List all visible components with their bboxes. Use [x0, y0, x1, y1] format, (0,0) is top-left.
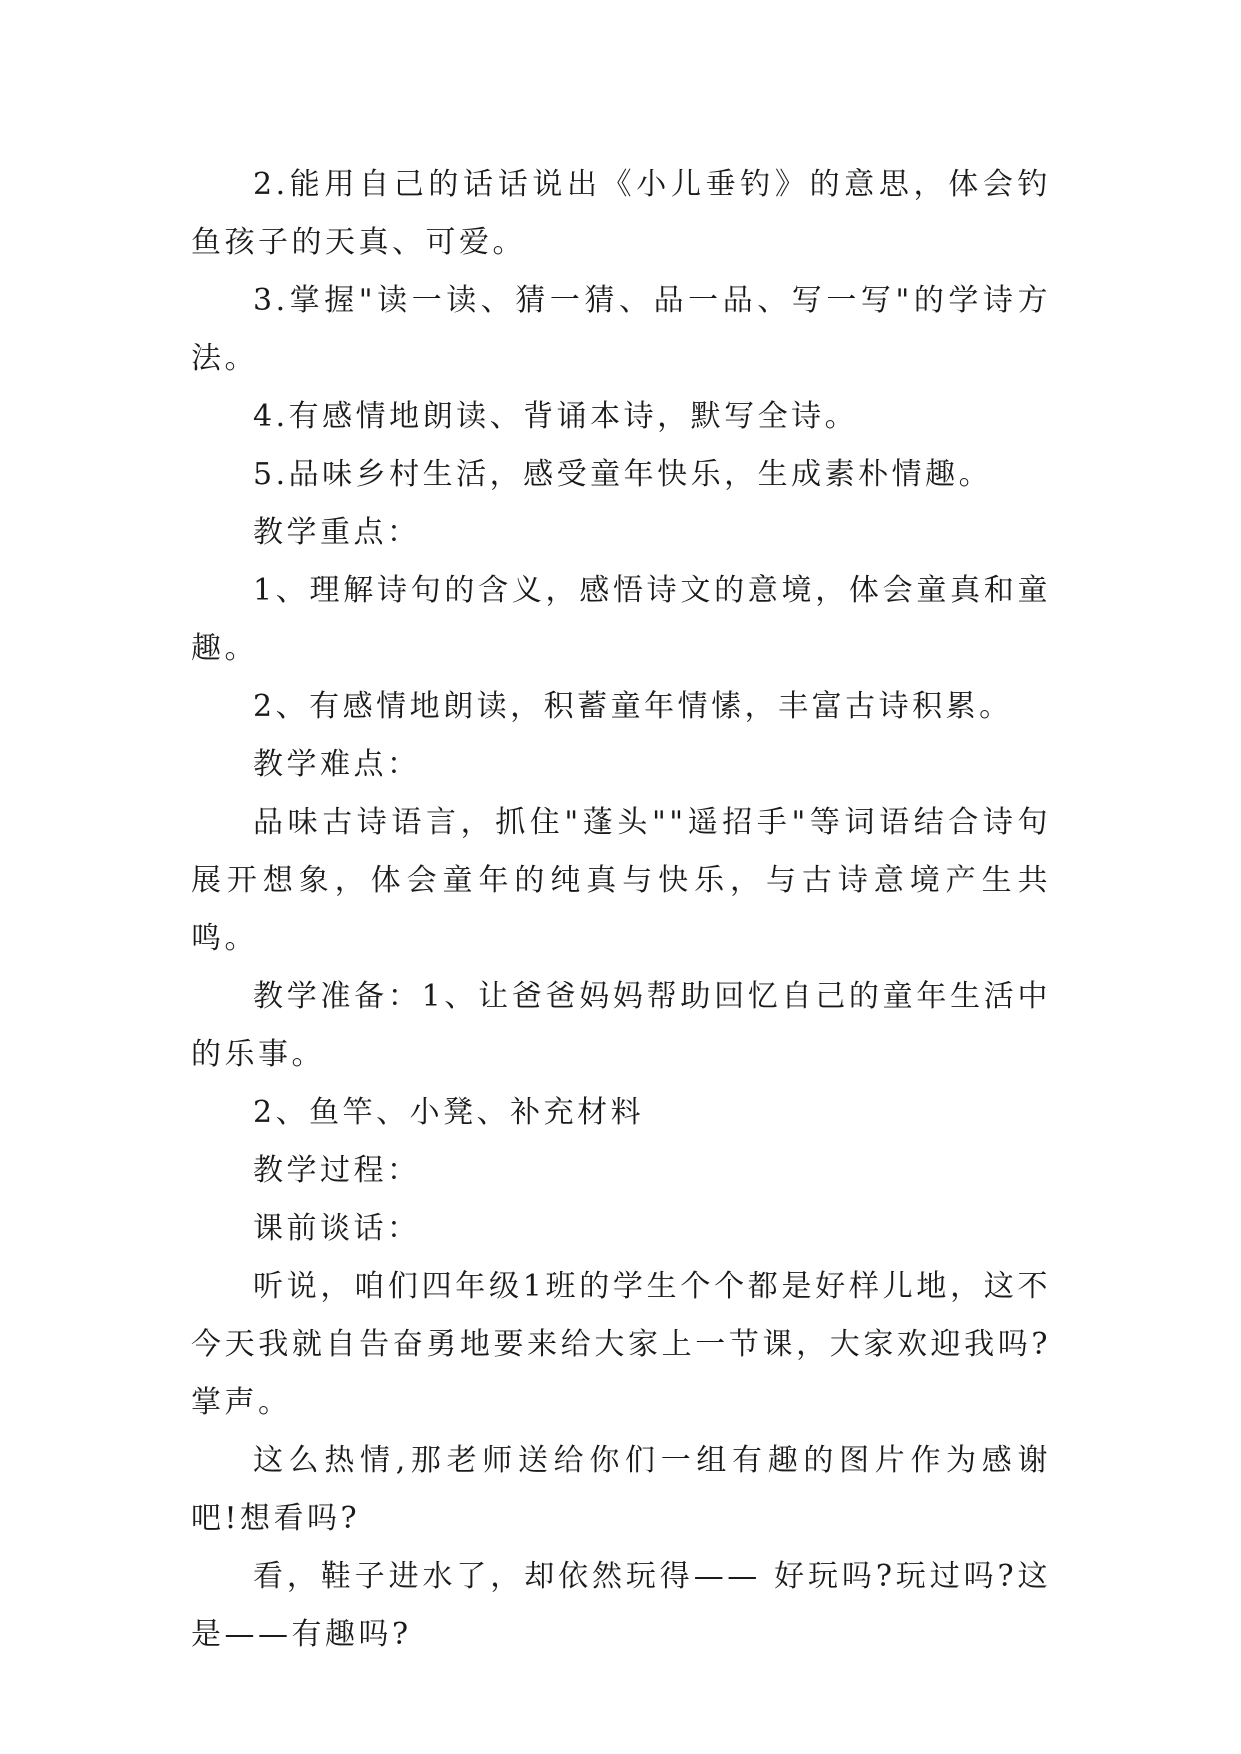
objective-2: 2.能用自己的话话说出《小儿垂钓》的意思，体会钓鱼孩子的天真、可爱。	[191, 167, 1051, 260]
key-point-2: 2、有感情地朗读，积蓄童年情愫，丰富古诗积累。	[253, 689, 1013, 724]
talk-paragraph-2: 这么热情,那老师送给你们一组有趣的图片作为感谢吧!想看吗?	[191, 1443, 1051, 1536]
preparation-1: 教学准备：1、让爸爸妈妈帮助回忆自己的童年生活中的乐事。	[191, 979, 1051, 1072]
talk-paragraph-1: 听说，咱们四年级1班的学生个个都是好样儿地，这不今天我就自告奋勇地要来给大家上一节课，大家欢迎我吗?掌声。	[191, 1269, 1051, 1420]
objective-5: 5.品味乡村生活，感受童年快乐，生成素朴情趣。	[253, 457, 993, 492]
key-points-heading: 教学重点：	[253, 515, 421, 550]
difficulties-heading: 教学难点：	[253, 747, 421, 782]
key-point-1: 1、理解诗句的含义，感悟诗文的意境，体会童真和童趣。	[191, 573, 1051, 666]
pre-class-talk-heading: 课前谈话：	[253, 1211, 421, 1246]
objective-4: 4.有感情地朗读、背诵本诗，默写全诗。	[253, 399, 859, 434]
document-page	[191, 156, 1051, 1664]
talk-paragraph-3: 看，鞋子进水了，却依然玩得—— 好玩吗?玩过吗?这是——有趣吗?	[191, 1559, 1051, 1652]
preparation-2: 2、鱼竿、小凳、补充材料	[253, 1095, 645, 1130]
objective-3: 3.掌握"读一读、猜一猜、品一品、写一写"的学诗方法。	[191, 283, 1051, 376]
difficulty-text: 品味古诗语言，抓住"蓬头""遥招手"等词语结合诗句展开想象，体会童年的纯真与快乐，与古诗意境产生共鸣。	[191, 805, 1051, 956]
process-heading: 教学过程：	[253, 1153, 421, 1188]
